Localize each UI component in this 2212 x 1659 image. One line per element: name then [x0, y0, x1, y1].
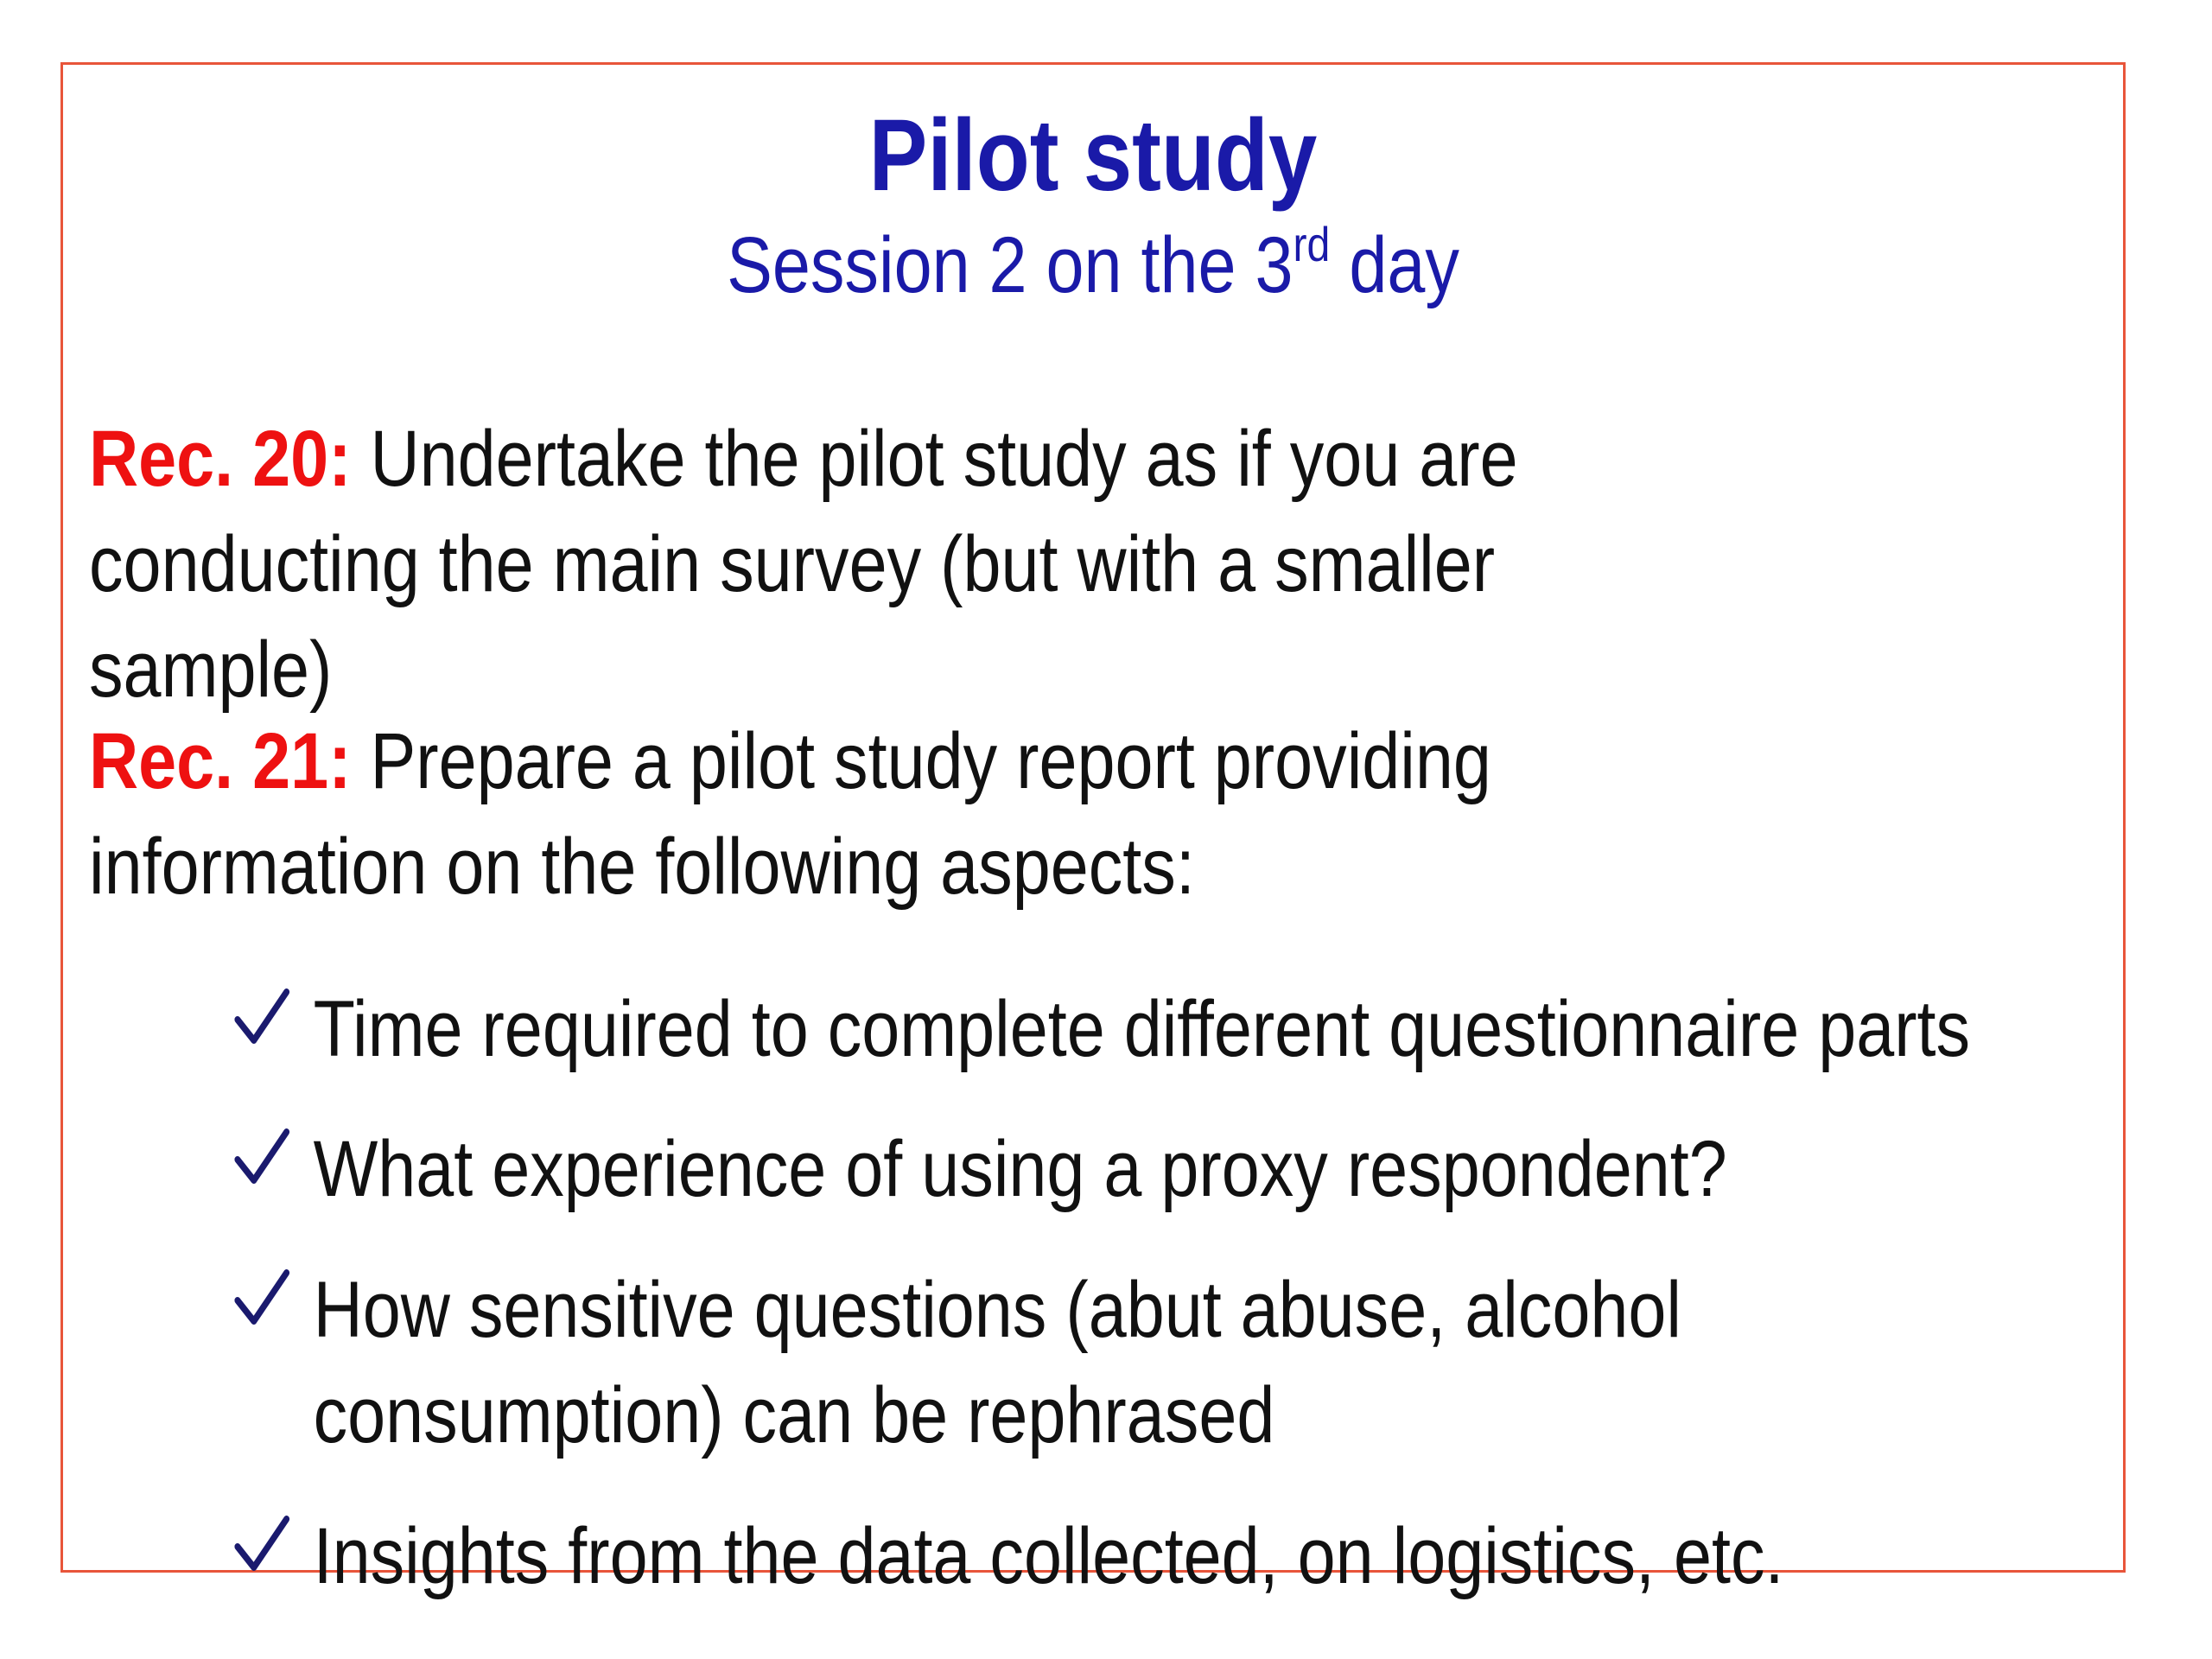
- checklist-item: [232, 1257, 1726, 1468]
- checkmark-icon: [232, 1510, 291, 1580]
- rec-21-text: Prepare a pilot study report providing information on the following aspects:: [89, 717, 1491, 911]
- recommendation-21: [89, 709, 1738, 919]
- checkmark-icon: [232, 1264, 291, 1333]
- rec-20-text: Undertake the pilot study as if you are conducting the main survey (but with a smaller sample): [89, 415, 1518, 714]
- checklist-item-text: What experience of using a proxy respondent?: [313, 1125, 1727, 1213]
- rec-20-label: Rec. 20:: [89, 415, 352, 503]
- subtitle-prefix: Session 2 on the 3: [727, 221, 1294, 309]
- slide-frame: [60, 62, 2126, 1600]
- title-block: [63, 91, 2123, 317]
- subtitle-suffix: day: [1330, 221, 1459, 309]
- checklist-item-text: Insights from the data collected, on logistics, etc.: [313, 1512, 1784, 1600]
- slide-title: Pilot study: [868, 99, 1318, 213]
- slide-subtitle: [207, 213, 1979, 317]
- checklist-item: [232, 976, 1970, 1082]
- rec-21-label: Rec. 21:: [89, 717, 352, 805]
- recommendation-20: [89, 406, 1724, 722]
- checklist-item-text: Time required to complete different questionnaire parts: [313, 985, 1971, 1073]
- checkmark-icon: [232, 1123, 291, 1192]
- subtitle-superscript: rd: [1293, 217, 1331, 271]
- checkmark-icon: [232, 983, 291, 1052]
- checklist-item-text: How sensitive questions (abut abuse, alcohol consumption) can be rephrased: [313, 1266, 1681, 1459]
- checklist-item: [232, 1503, 1784, 1609]
- checklist-item: [232, 1116, 1727, 1222]
